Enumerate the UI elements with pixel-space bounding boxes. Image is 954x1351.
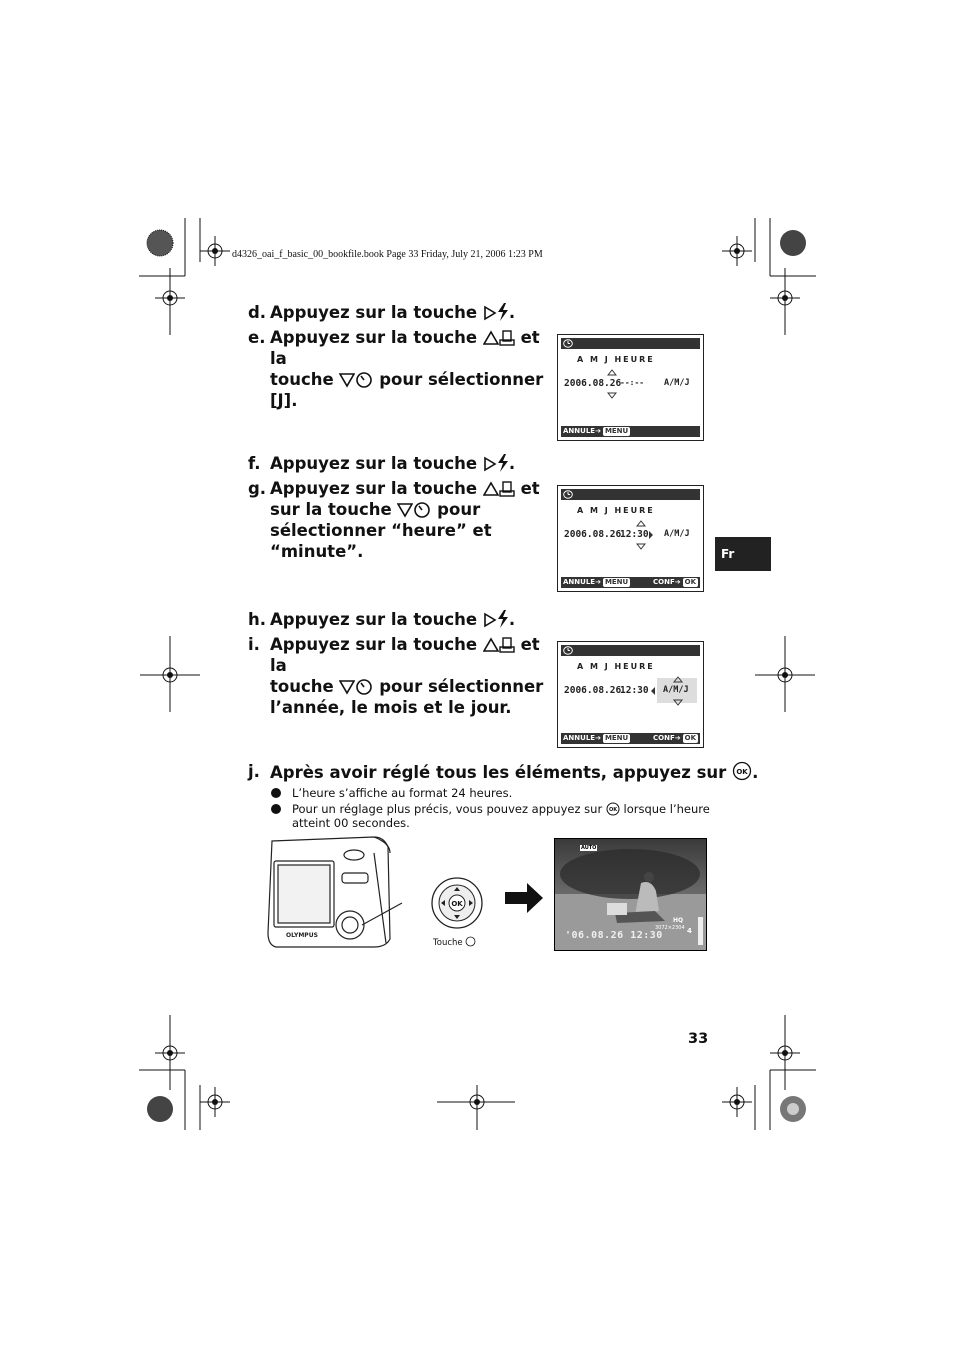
lcd-format-value: A/M/J [663,685,689,695]
clock-icon [563,339,573,348]
step-d [248,302,548,324]
ok-button-icon [465,936,476,947]
date-overlay: '06.08.26 12:30 [565,930,663,941]
step-text: pour sélectionner [379,677,544,696]
step-suffix: . [508,454,516,473]
camera-illustration [262,833,422,953]
up-arrow-icon [483,330,499,346]
step-text: Appuyez sur la touche [270,303,478,322]
print-icon [499,637,515,653]
image-size-indicator: 3072×2304 [655,925,685,931]
lcd-screen-format [557,641,704,748]
flash-icon [497,610,509,628]
step-letter: i. [248,635,260,654]
down-arrow-icon [397,502,413,518]
lcd-ok-badge: OK [684,734,696,742]
lcd-confirm-label: CONF [653,734,675,742]
step-letter: g. [248,479,267,498]
down-arrow-icon [339,679,355,695]
lcd-column-heading: A M J HEURE [577,355,655,364]
self-timer-icon [355,677,373,695]
camera-brand: OLYMPUS [286,932,318,939]
step-text: [J]. [270,391,298,410]
print-icon [499,330,515,346]
self-timer-icon [413,500,431,518]
lcd-format-value: A/M/J [664,529,690,539]
bullet-dot [271,788,281,798]
lcd-title-bar [561,489,700,500]
lcd-date-value: 2006.08.26 [564,685,622,696]
step-text: sur la touche [270,500,392,519]
step-i [248,634,548,717]
step-text: Après avoir réglé tous les éléments, appuyez sur [270,763,727,782]
step-text: Appuyez sur la touche [270,328,478,347]
ok-button-label: OK [451,900,463,908]
bullet-item [271,786,711,801]
bullet-text: lorsque l’heure [623,802,710,816]
language-tab-label: Fr [721,547,735,561]
step-text: Appuyez sur la touche [270,454,478,473]
ok-button-icon [606,802,620,816]
svg-text:OK: OK [608,807,617,814]
step-text: pour sélectionner [379,370,544,389]
bullet-text: atteint 00 secondes. [292,816,410,830]
step-letter: d. [248,303,267,322]
lcd-date-value: 2006.08.26 [564,529,622,540]
step-text: et la [270,328,540,368]
lcd-ok-badge: OK [684,578,696,586]
lcd-column-heading: A M J HEURE [577,506,655,515]
step-text: touche [270,677,334,696]
step-f [248,453,548,475]
step-suffix: . [752,763,759,782]
step-letter: j. [248,762,260,781]
right-arrow-icon [483,456,497,472]
lcd-title-bar [561,645,700,656]
ok-button-icon [732,761,752,781]
flash-icon [497,454,509,472]
step-letter: f. [248,454,261,473]
step-e [248,327,548,410]
bullet-dot [271,804,281,814]
lcd-format-value: A/M/J [664,378,690,388]
lcd-menu-badge: MENU [604,578,629,586]
up-arrow-icon [483,637,499,653]
step-text: touche [270,370,334,389]
bullet-text: L’heure s’affiche au format 24 heures. [292,786,513,800]
lcd-menu-badge: MENU [604,427,629,435]
lcd-cancel-label: ANNULE [563,734,596,742]
flash-icon [497,303,509,321]
step-text: et [520,479,540,498]
touche-caption [433,936,476,948]
touche-label: Touche [433,938,463,948]
clock-icon [563,490,573,499]
language-tab [715,537,771,571]
step-letter: h. [248,610,267,629]
step-letter: e. [248,328,266,347]
step-suffix: . [508,610,516,629]
lcd-bottom-bar: ANNULE➔ MENU CONF➔ OK [561,733,700,744]
right-arrow-icon [483,612,497,628]
step-g [248,478,548,566]
down-arrow-icon [339,372,355,388]
auto-mode-badge: AUTO [581,845,597,851]
lcd-screen-time [557,485,704,592]
lcd-date-value: 2006.08.26 [564,378,622,389]
step-h [248,609,548,631]
lcd-title-bar [561,338,700,349]
clock-icon [563,646,573,655]
bullet-text: Pour un réglage plus précis, vous pouvez appuyez sur [292,802,603,816]
self-timer-icon [355,370,373,388]
print-file-info: d4326_oai_f_basic_00_bookfile.book Page 33 Friday, July 21, 2006 1:23 PM [232,249,543,260]
quality-indicator: HQ [673,917,684,924]
arrow-pad-zoom [430,876,484,930]
lcd-column-heading: A M J HEURE [577,662,655,671]
step-text: Appuyez sur la touche [270,610,478,629]
lcd-time-value: 12:30 [620,529,649,540]
lcd-bottom-bar: ANNULE➔ MENU CONF➔ OK [561,577,700,588]
step-text: l’année, le mois et le jour. [270,698,512,717]
photo-preview [554,838,707,951]
step-suffix: . [508,303,516,322]
step-text: “minute”. [270,542,364,561]
lcd-screen-date-day [557,334,704,441]
battery-indicator [698,917,703,945]
step-text: Appuyez sur la touche [270,479,478,498]
right-arrow-icon [483,305,497,321]
step-text: et la [270,635,540,675]
frame-count: 4 [687,927,692,935]
lcd-cancel-label: ANNULE [563,578,596,586]
page-number: 33 [688,1031,709,1047]
lcd-cancel-label: ANNULE [563,427,596,435]
lcd-confirm-label: CONF [653,578,675,586]
lcd-updown-arrows-icon [636,520,654,550]
lcd-time-value: --:-- [620,378,645,387]
svg-text:OK: OK [736,768,748,776]
bullet-item [271,802,711,832]
step-text: pour [437,500,481,519]
lcd-time-value: 12:30 [620,685,649,696]
step-text: sélectionner “heure” et [270,521,492,540]
up-arrow-icon [483,481,499,497]
lcd-updown-arrows-icon [607,369,617,399]
lcd-menu-badge: MENU [604,734,629,742]
right-arrow-big-icon [505,881,545,915]
print-icon [499,481,515,497]
step-text: Appuyez sur la touche [270,635,478,654]
step-j [248,761,759,783]
lcd-bottom-bar: ANNULE➔ MENU [561,426,700,437]
